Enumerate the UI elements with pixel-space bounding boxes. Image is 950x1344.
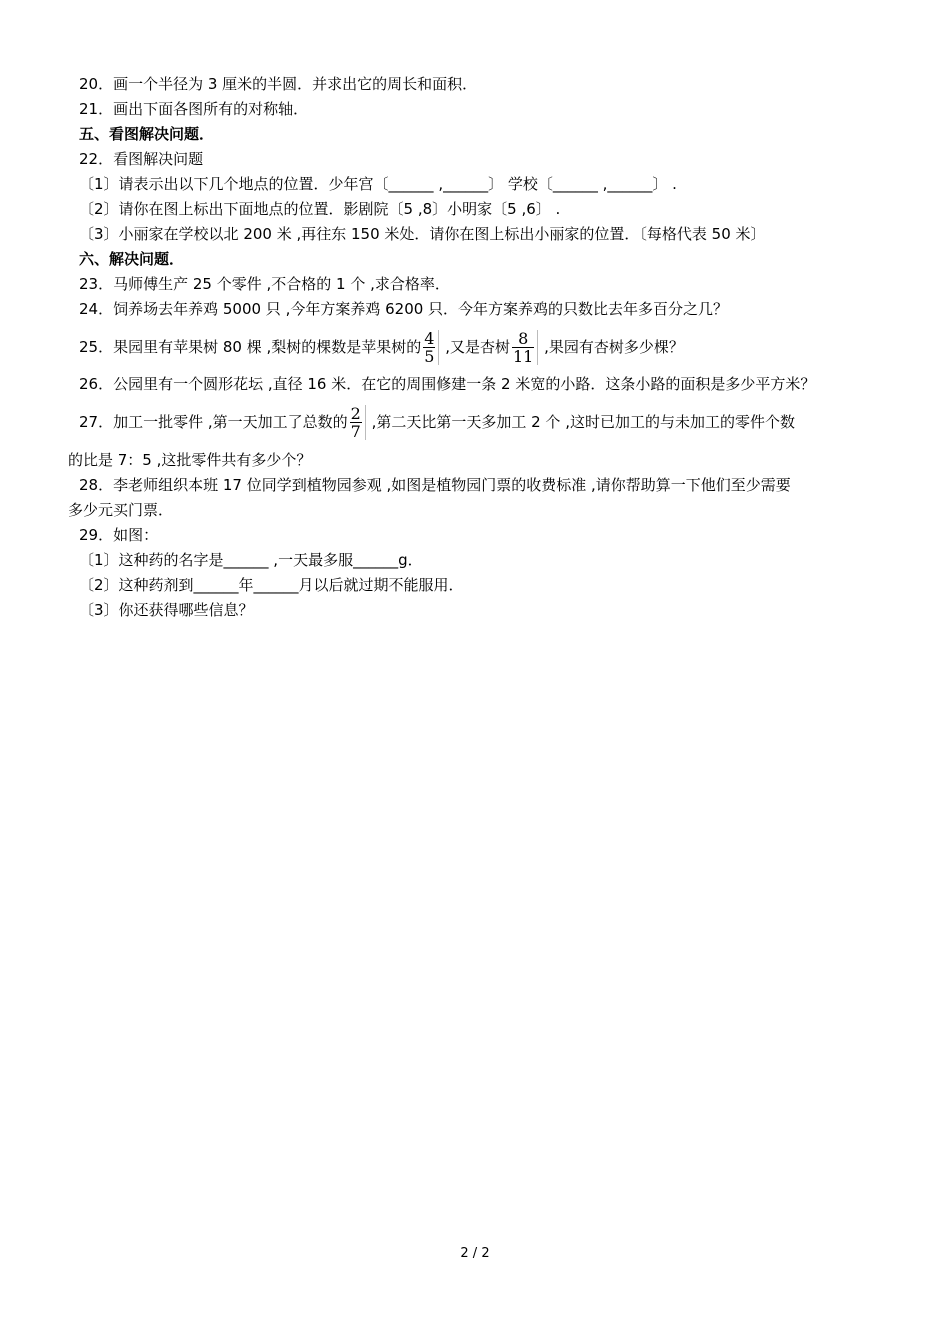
question-29-part-3: 〔3〕你还获得哪些信息？ — [79, 601, 254, 619]
section-5-heading: 五、看图解决问题． — [79, 125, 215, 143]
question-26: 26．公园里有一个圆形花坛 ,直径 16 米．在它的周围修建一条 2 米宽的小路．这条小路的面积是多少平方米？ — [79, 375, 816, 393]
question-22: 22．看图解决问题 — [79, 150, 204, 168]
fraction-eight-elevenths: $\frac{8}{11}$ — [511, 330, 538, 365]
question-27-text-b: ,第二天比第一天多加工 2 个 ,这时已加工的与未加工的零件个数 — [366, 413, 795, 431]
question-27-text-a: 27．加工一批零件 ,第一天加工了总数的 — [79, 413, 348, 431]
question-27 — [79, 402, 795, 442]
question-28: 28．李老师组织本班 17 位同学到植物园参观 ,如图是植物园门票的收费标准 ,请你帮助算一下他们至少需要 — [79, 476, 791, 494]
question-22-part-3: 〔3〕小丽家在学校以北 200 米 ,再往东 150 米处．请你在图上标出小丽家的位置．〔每格代表 50 米〕 — [79, 225, 766, 243]
question-20: 20．画一个半径为 3 厘米的半圆．并求出它的周长和面积． — [79, 75, 478, 93]
question-25-text-b: ,又是杏树 — [440, 338, 510, 356]
question-28-continuation: 多少元买门票． — [68, 501, 174, 519]
question-25 — [79, 327, 684, 367]
question-25-text-c: ,果园有杏树多少棵？ — [539, 338, 684, 356]
question-27-continuation: 的比是 7：5 ,这批零件共有多少个？ — [68, 451, 312, 469]
question-29: 29．如图： — [79, 526, 159, 544]
page-number: 2 / 2 — [460, 1246, 490, 1261]
fraction-four-fifths: $\frac{4}{5}$ — [422, 330, 439, 365]
question-21: 21．画出下面各图所有的对称轴． — [79, 100, 309, 118]
question-22-part-1: 〔1〕请表示出以下几个地点的位置．少年宫〔______ ,______〕 学校〔______ ,______〕 . — [79, 175, 677, 193]
question-25-text-a: 25．果园里有苹果树 80 棵 ,梨树的棵数是苹果树的 — [79, 338, 422, 356]
section-6-heading: 六、解决问题． — [79, 250, 185, 268]
question-24: 24．饲养场去年养鸡 5000 只 ,今年方案养鸡 6200 只．今年方案养鸡的只数比去年多百分之几？ — [79, 300, 729, 318]
question-22-part-2: 〔2〕请你在图上标出下面地点的位置．影剧院〔5 ,8〕小明家〔5 ,6〕 . — [79, 200, 561, 218]
question-23: 23．马师傅生产 25 个零件 ,不合格的 1 个 ,求合格率． — [79, 275, 450, 293]
question-29-part-1: 〔1〕这种药的名字是______ ,一天最多服______g． — [79, 551, 423, 569]
fraction-two-sevenths: $\frac{2}{7}$ — [349, 405, 366, 440]
question-29-part-2: 〔2〕这种药剂到______年______月以后就过期不能服用． — [79, 576, 464, 594]
